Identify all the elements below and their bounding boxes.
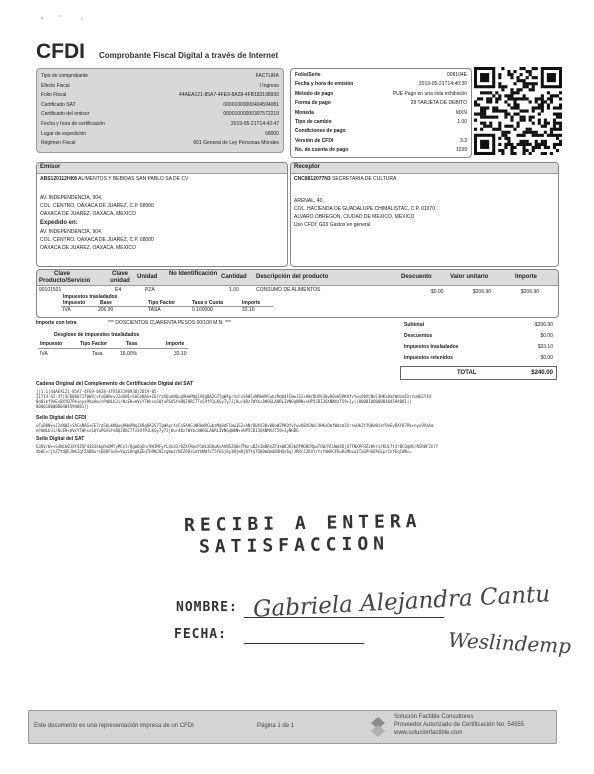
invoice-info-row	[291, 81, 471, 88]
sello-cfdi-title: Sello Digital del CFDI	[36, 415, 87, 421]
cell-cantidad: 1.00	[229, 287, 239, 293]
total-value: $240.00	[531, 370, 553, 376]
desglose-importe: 33.10	[174, 351, 187, 357]
totals-label: Impuestos retenidos	[404, 355, 453, 361]
fiscal-info-label: Tipo de comprobante	[41, 73, 89, 79]
expedido-address-1: AV. INDEPENDENCIA, 904,	[40, 229, 103, 235]
handwritten-name-2: Weslindemp	[447, 627, 572, 659]
invoice-info-label: No. de cuenta de pago	[295, 147, 349, 154]
stamp-line-1: RECIBI A ENTERA	[183, 510, 422, 537]
totals-label: Subtotal	[404, 322, 424, 328]
cadena-line: 0d0ikf9eEvBXYB7Pk+nyx9VaAm/nPmNLbJi/NcEH+mVxYTWhsxSQYuP6XSfeBQJ8RC7TxS9fP1LKGy7y7Jj8u/4Bz7WYbc8HOGLA0RLIVNGqN8N+sHP5CBI3QXNMXzT59+Jy||00001000000404594081||	[36, 399, 412, 404]
invoice-info-value: 2019-05-21T14:40:30	[418, 81, 467, 88]
col-no-identificacion: No Identificación	[168, 271, 218, 277]
emisor-address-3: OAXACA DE JUAREZ, OAXACA, MEXICO	[40, 211, 136, 217]
invoice-info-value: 1039	[455, 147, 467, 154]
footer-bar	[28, 710, 557, 744]
emisor-box	[36, 162, 288, 267]
fiscal-info-value: 44AEA121-85A7-4FE9-8A28-4FB183198930	[178, 92, 279, 99]
col-descuento: Descuento	[401, 274, 432, 280]
invoice-info-row	[291, 147, 471, 154]
footer-provider-url: www.solucionfactible.com	[394, 730, 463, 736]
emisor-title: Emisor	[40, 164, 61, 170]
receptor-address-2: COL. HACIENDA DE GUADALUPE CHIMALISTAC, C.P. 01070	[294, 206, 435, 212]
desglose-col-importe: Importe	[166, 341, 185, 347]
fiscal-info-value: 00001000000307572219	[223, 111, 279, 118]
emisor-address-1: AV. INDEPENDENCIA, 904,	[40, 195, 103, 201]
col-clave-unidad: Clave unidad	[110, 271, 130, 284]
totals-value: $0.00	[540, 333, 553, 339]
invoice-info-row	[291, 100, 471, 107]
cadena-line: 00001000000404594081||	[36, 404, 89, 409]
sello-sat-lines	[36, 444, 556, 456]
importe-letra-label: Importe con letra	[36, 320, 77, 326]
invoice-info-label: Forma de pago	[295, 100, 331, 107]
invoice-info-row	[291, 128, 471, 135]
item-tax-title: Impuestos trasladados	[63, 294, 118, 300]
cell-clave-unidad: E4	[115, 287, 122, 293]
stamp-line-2: SATISFACCION	[198, 533, 390, 558]
col-cantidad: Cantidad	[221, 274, 247, 280]
totals-row	[400, 333, 557, 340]
totals-label: Impuestos trasladados	[404, 344, 459, 350]
col-descripcion: Descripción del producto	[256, 274, 329, 280]
footer-page: Página 1 de 1	[257, 723, 295, 729]
col-valor-unitario: Valor unitario	[450, 274, 489, 280]
cell-unidad: PZA	[145, 287, 155, 293]
desglose-tasa: 16.00%	[120, 351, 137, 357]
fiscal-info-value: 00001000000404594081	[223, 101, 279, 108]
receptor-title: Receptor	[294, 164, 321, 170]
fiscal-info-row	[37, 131, 283, 138]
receptor-address-1: ARENAL, 40,	[294, 198, 324, 204]
invoice-info-label: Folio/Serie	[295, 72, 321, 78]
desglose-impuesto: IVA	[40, 351, 48, 357]
concepts-table	[36, 269, 559, 318]
item-tax-base: 206.90	[98, 307, 114, 313]
desglose-col-tasa: Tasa	[126, 341, 138, 347]
item-tax-tipo-factor: TASA	[148, 307, 161, 313]
fiscal-info-label: Fecha y hora de certificación	[41, 121, 105, 127]
cell-valor-unitario: $206.90	[473, 289, 492, 295]
invoice-info-label: Condiciones de pago	[295, 128, 346, 135]
receptor-address-3: ALVARO OBREGON, CIUDAD DE MEXICO, MEXICO	[294, 214, 415, 220]
fiscal-info-row	[37, 121, 283, 128]
sello-cfdi-line: nPmNLbJi/NcEH+mVxYTWhsxSQYuP6XSfeBQJ8RC7TxS9fP1LKGy7y7Jj8u/4Bz7WYbc8HOGLA0RLIVNGqN8N+sHP5CBI3QXNMXzT59+JyNRBG	[36, 428, 299, 433]
cadena-line: 21T14:42:47|SFD0807170W3|vFyB8N+vJ2dXWI+SACeNAG+CE7raSQukNQuq9HmPNq1X8g8A2G7TgWApr4cFnSAHCuNRkW9CwbzMq8dFCmw1S2+ANrDUXV38v80oW2PKOfvYwvO8XCNnC4HKxDmfWdzm1XrruHk2YJQ	[36, 394, 431, 399]
invoice-info-row	[291, 119, 471, 126]
sello-sat-line: XbHC+/jhZ7tdQEJNkZqfZAB8ursEB8Fasm+VqzL8hg8ZEqTH9NJ02zgWwz/NIZ9QsGmfhNWfxT5fE6j8y3NjmRjB7YqTQK0mDmd0SHQv6q/JRRrJ2R4YrYsYmWVCFEwRvMbcw1TaGPhGPAGLprChYEqCWN==	[36, 449, 412, 454]
fiscal-info-value: FACTURA	[255, 73, 279, 79]
sello-cfdi-lines	[36, 423, 556, 435]
emisor-rfc: ABS120112HK8	[40, 176, 77, 182]
invoice-info-label: Versión de CFDI	[295, 137, 334, 144]
receptor-box	[290, 162, 559, 267]
invoice-info-value: 28 TARJETA DE DEBITO	[410, 100, 467, 107]
cell-descripcion: CONSUMO DE ALIMENTOS	[256, 287, 321, 293]
fiscal-info-row	[37, 73, 283, 80]
totals-row	[400, 355, 557, 362]
scan-speck	[38, 8, 88, 16]
totals-row	[400, 322, 557, 329]
document-title: Comprobante Fiscal Digital a través de Internet	[99, 51, 279, 60]
fiscal-info-row	[37, 111, 283, 118]
footer-provider-name: Solución Factible Consultores	[394, 714, 474, 720]
cell-importe: $206.90	[521, 289, 540, 295]
invoice-info-value: 1.00	[457, 119, 467, 125]
cell-descuento: $0.00	[431, 289, 444, 295]
expedido-title: Expedido en:	[40, 220, 78, 226]
fecha-label: FECHA:	[174, 627, 227, 642]
desglose-box	[36, 329, 226, 361]
item-tax-impuesto: IVA	[63, 307, 71, 313]
cfdi-logo: CFDI	[36, 40, 85, 63]
invoice-info-value: PUE Pago en una sola exhibición	[392, 90, 467, 97]
solucion-factible-logo-icon	[368, 715, 388, 739]
cell-clave-producto: 90101501	[39, 287, 62, 293]
col-unidad: Unidad	[137, 274, 158, 280]
fiscal-info-label: Efecto Fiscal	[41, 82, 70, 89]
totals-box	[400, 320, 557, 382]
expedido-address-2: COL. CENTRO, OAXACA DE JUAREZ, C.P. 68000	[40, 237, 154, 243]
totals-value: $0.00	[540, 355, 553, 361]
desglose-tipo-factor: Tasa	[92, 351, 103, 357]
qr-code	[474, 67, 562, 155]
fiscal-info-row	[37, 102, 283, 109]
sello-sat-line: G3UV/W++S4NCb0JXYSZhF4I83ekpRnDM7yMCnl/QgmDq6n/9HIMFyfLXnd3r0ZXFRbnP1WLXDQwKvAVNSZQ0eTMaruBZe1mBRnZF4xW8JK3bQFMOBCMpwTGW/RlUWd4DjQTFNXPFHZzHhrsFKUL7t3rBCOqN5/N5R0F2h7f	[36, 444, 439, 449]
invoice-info-value: 3.3	[460, 137, 467, 144]
sello-sat-title: Sello Digital del SAT	[36, 436, 85, 442]
fiscal-info-label: Lugar de expedición	[41, 130, 87, 137]
footer-provider-auth: Proveedor Autorizado de Certificación No. 54555	[394, 722, 525, 728]
fiscal-info-box	[36, 68, 284, 153]
item-tax-col-tipo-factor: Tipo Factor	[148, 300, 176, 306]
desglose-title: Desglose de impuestos trasladados	[54, 332, 140, 338]
fiscal-info-row	[37, 92, 283, 99]
invoice-info-row	[291, 91, 471, 98]
fiscal-info-value: 601 General de Ley Personas Morales	[193, 140, 279, 147]
col-importe: Importe	[515, 274, 538, 280]
invoice-info-label: Método de pago	[295, 90, 334, 97]
footer-representation: Este documento es una representación impresa de un CFDI	[34, 723, 194, 729]
item-tax-tasa: 0.160000	[192, 307, 213, 313]
fiscal-info-label: Certificado SAT	[41, 101, 76, 108]
fiscal-info-value: 68000	[265, 130, 279, 137]
item-tax-col-importe: Importe	[242, 300, 261, 306]
cadena-line: ||1.1|44AEA121-85A7-4FE9-8A28-4FB183198930|2019-05-	[36, 389, 159, 394]
total-row	[400, 366, 557, 380]
totals-row	[400, 344, 557, 351]
desglose-col-tipo-factor: Tipo Factor	[80, 341, 108, 347]
emisor-address-2: COL. CENTRO, OAXACA DE JUAREZ, C.P. 68000	[40, 203, 154, 209]
fiscal-info-value: I Ingreso	[259, 82, 279, 89]
fiscal-info-label: Folio Fiscal	[41, 92, 67, 99]
invoice-info-row	[291, 110, 471, 117]
item-tax-col-impuesto: Impuesto	[63, 300, 86, 306]
col-clave-producto: Clave Producto/Servicio	[39, 271, 91, 284]
invoice-info-row	[291, 72, 471, 79]
expedido-address-3: OAXACA DE JUAREZ, OAXACA, MEXICO	[40, 245, 136, 251]
invoice-info-label: Tipo de cambio	[295, 119, 332, 125]
emisor-name: ALIMENTOS Y BEBIDAS SAN PABLO SA DE CV	[78, 176, 189, 182]
totals-value: $33.10	[537, 344, 553, 350]
nombre-label: NOMBRE:	[176, 600, 238, 615]
sello-cfdi-line: vFyB8N+vJ2dXWI+SACeNAG+CE7raSQukNQuq9HmPNq1X8g8A2G7TgWApr4cFnSAHCuNRkW9CwbzMq8dFCmw1S2+ANrDUXV38v80oW2PKOfvYwvO8XCNnC4HKxDmfWdzm1XrruHk2YJQ0d0ikf9eEvBXYB7Pk+nyx9VaAm	[36, 423, 434, 428]
importe-letra-value: *** DOSCIENTOS CUARENTA PESOS 00/100 M.N. ***	[108, 320, 231, 326]
item-tax-col-tasa: Tasa o Cuota	[192, 300, 224, 306]
receptor-name: SECRETARIA DE CULTURA	[332, 176, 397, 182]
total-label: TOTAL	[457, 370, 477, 376]
cadena-lines	[36, 389, 556, 411]
invoice-info-label: Fecha y hora de emisión	[295, 81, 354, 88]
invoice-info-value: MXN	[455, 109, 467, 116]
item-tax-importe: 33.10	[242, 307, 255, 313]
cadena-title: Cadena Original del Complemento de Certificación Digital del SAT	[36, 381, 193, 387]
totals-value: $206.90	[534, 322, 553, 328]
invoice-info-label: Moneda	[295, 109, 314, 116]
invoice-info-row	[291, 138, 471, 145]
fiscal-info-row	[37, 83, 283, 90]
receptor-rfc: CNC8812077N3	[294, 176, 331, 182]
handwritten-name: Gabriela Alejandra Cantu	[252, 581, 551, 623]
fiscal-info-label: Régimen Fiscal	[41, 140, 76, 147]
item-tax-col-base: Base	[100, 300, 112, 306]
fiscal-info-label: Certificado del emisor	[41, 111, 90, 118]
receptor-uso-cfdi: Uso CFDI: G03 Gastos en general	[294, 222, 371, 228]
desglose-col-impuesto: Impuesto	[40, 341, 63, 347]
invoice-info-box	[290, 68, 472, 158]
fiscal-info-value: 2019-05-21T14:42:47	[230, 121, 279, 127]
invoice-info-value: 008104E	[446, 72, 467, 78]
fiscal-info-row	[37, 140, 283, 147]
totals-label: Descuentos	[404, 333, 433, 339]
fecha-line	[244, 643, 364, 644]
